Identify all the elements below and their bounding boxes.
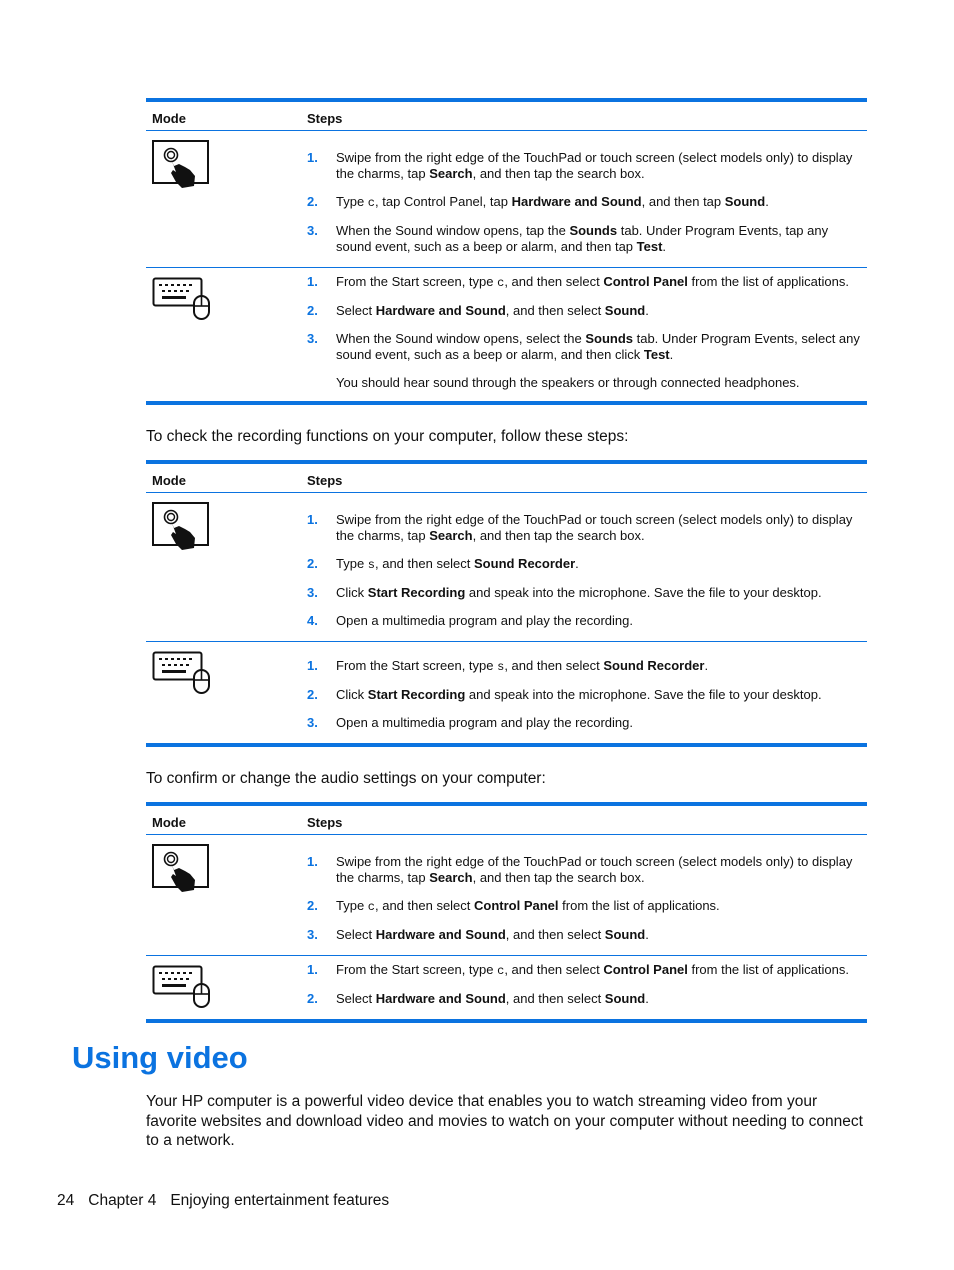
step-number: 3. bbox=[307, 223, 318, 238]
step-number: 2. bbox=[307, 303, 318, 318]
ui-term: Search bbox=[429, 528, 473, 543]
steps-note: You should hear sound through the speakers or through connected headphones. bbox=[336, 375, 800, 390]
header-steps: Steps bbox=[307, 815, 343, 830]
ui-term: Sound bbox=[604, 303, 646, 318]
step-number: 1. bbox=[307, 512, 318, 527]
step-text: , and then select bbox=[505, 991, 605, 1006]
typed-key: c bbox=[497, 276, 505, 290]
step-item bbox=[307, 194, 867, 211]
step-text: , and then tap bbox=[641, 194, 725, 209]
step-text: . bbox=[645, 303, 649, 318]
ui-term: Sound bbox=[604, 927, 646, 942]
step-item bbox=[307, 658, 867, 675]
ui-term: Test bbox=[643, 347, 670, 362]
header-steps: Steps bbox=[307, 473, 343, 488]
ui-term: Control Panel bbox=[474, 898, 559, 913]
step-text: . bbox=[645, 927, 649, 942]
step-text: . bbox=[669, 347, 674, 362]
touch-gesture-icon bbox=[152, 844, 210, 894]
ui-term: Sounds bbox=[569, 223, 618, 238]
ui-term: Hardware and Sound bbox=[375, 927, 506, 942]
step-text: , and then select bbox=[505, 927, 605, 942]
step-number: 1. bbox=[307, 854, 318, 869]
sound-test-table bbox=[146, 98, 867, 405]
step-text: . bbox=[645, 991, 649, 1006]
chapter-label: Chapter 4 bbox=[88, 1192, 157, 1209]
header-mode: Mode bbox=[152, 473, 186, 488]
step-text: Open a multimedia program and play the recording. bbox=[336, 613, 633, 628]
step-number: 1. bbox=[307, 150, 318, 165]
chapter-title: Enjoying entertainment features bbox=[170, 1192, 390, 1209]
typed-key: s bbox=[497, 660, 505, 674]
step-text: tab. Under Program Events, tap any sound event, such as a beep or alarm, and then tap bbox=[336, 223, 829, 254]
step-text: , and then tap the search box. bbox=[472, 528, 645, 543]
step-number: 3. bbox=[307, 927, 318, 942]
ui-term: Hardware and Sound bbox=[511, 194, 642, 209]
keyboard-steps bbox=[146, 274, 867, 363]
header-mode: Mode bbox=[152, 815, 186, 830]
page-footer bbox=[57, 1192, 403, 1210]
step-number: 2. bbox=[307, 991, 318, 1006]
step-text: from the list of applications. bbox=[558, 898, 720, 913]
step-text: Type bbox=[336, 898, 368, 913]
step-text: , and then tap the search box. bbox=[472, 870, 645, 885]
step-item bbox=[307, 512, 867, 544]
step-text: , and then select bbox=[505, 303, 605, 318]
step-text: From the Start screen, type bbox=[336, 274, 498, 289]
keyboard-row bbox=[146, 956, 867, 1007]
keyboard-row bbox=[146, 268, 867, 401]
step-text: , and then select bbox=[504, 962, 604, 977]
step-item bbox=[307, 274, 867, 291]
step-text: Select bbox=[336, 991, 376, 1006]
table-header bbox=[146, 464, 867, 493]
step-text: , and then tap the search box. bbox=[472, 166, 645, 181]
step-item bbox=[307, 585, 867, 601]
ui-term: Sound bbox=[724, 194, 766, 209]
step-number: 2. bbox=[307, 556, 318, 571]
typed-key: c bbox=[367, 900, 375, 914]
ui-term: Search bbox=[429, 166, 473, 181]
touch-row bbox=[146, 131, 867, 268]
step-text: Swipe from the right edge of the TouchPad or touch screen (select models only) to display the charms, tap bbox=[336, 854, 853, 885]
table-bottom-rule bbox=[146, 1019, 867, 1023]
step-text: Swipe from the right edge of the TouchPad or touch screen (select models only) to display the charms, tap bbox=[336, 150, 853, 181]
table-bottom-rule bbox=[146, 401, 867, 405]
ui-term: Sound Recorder bbox=[603, 658, 705, 673]
step-text: Select bbox=[336, 927, 376, 942]
step-item bbox=[307, 854, 867, 886]
step-number: 1. bbox=[307, 274, 318, 289]
ui-term: Start Recording bbox=[367, 687, 466, 702]
step-text: and speak into the microphone. Save the file to your desktop. bbox=[465, 585, 822, 600]
ui-term: Search bbox=[429, 870, 473, 885]
step-item bbox=[307, 223, 867, 255]
step-number: 3. bbox=[307, 585, 318, 600]
step-text: Click bbox=[336, 687, 368, 702]
keyboard-mouse-icon bbox=[152, 965, 212, 1009]
keyboard-mouse-icon bbox=[152, 277, 212, 321]
typed-key: c bbox=[367, 196, 375, 210]
step-text: , tap Control Panel, tap bbox=[375, 194, 512, 209]
touch-gesture-icon bbox=[152, 502, 210, 552]
step-text: When the Sound window opens, select the bbox=[336, 331, 586, 346]
step-text: , and then select bbox=[504, 658, 604, 673]
step-item bbox=[307, 991, 867, 1007]
section-heading: Using video bbox=[72, 1040, 248, 1075]
step-text: and speak into the microphone. Save the file to your desktop. bbox=[465, 687, 822, 702]
touch-steps bbox=[146, 512, 867, 629]
step-text: Click bbox=[336, 585, 368, 600]
step-item bbox=[307, 962, 867, 979]
step-number: 2. bbox=[307, 898, 318, 913]
keyboard-steps bbox=[146, 962, 867, 1007]
ui-term: Start Recording bbox=[367, 585, 466, 600]
step-text: Type bbox=[336, 194, 368, 209]
step-item bbox=[307, 150, 867, 182]
step-number: 1. bbox=[307, 658, 318, 673]
header-mode: Mode bbox=[152, 111, 186, 126]
step-text: When the Sound window opens, tap the bbox=[336, 223, 570, 238]
page-number: 24 bbox=[57, 1192, 75, 1209]
step-text: tab. Under Program Events, select any sound event, such as a beep or alarm, and then click bbox=[336, 331, 860, 362]
step-text: , and then select bbox=[504, 274, 604, 289]
step-number: 2. bbox=[307, 194, 318, 209]
audio-settings-table bbox=[146, 802, 867, 1023]
step-item bbox=[307, 687, 867, 703]
recording-table bbox=[146, 460, 867, 747]
section-body: Your HP computer is a powerful video device that enables you to watch streaming video from your favorite websites and download video and movies to watch on your computer without needing to connect to a network. bbox=[146, 1093, 863, 1150]
keyboard-row bbox=[146, 642, 867, 731]
typed-key: s bbox=[367, 558, 375, 572]
step-number: 2. bbox=[307, 687, 318, 702]
ui-term: Sound bbox=[604, 991, 646, 1006]
step-text: . bbox=[765, 194, 769, 209]
header-steps: Steps bbox=[307, 111, 343, 126]
ui-term: Sounds bbox=[585, 331, 633, 346]
table-header bbox=[146, 102, 867, 131]
audio-settings-intro: To confirm or change the audio settings on your computer: bbox=[146, 770, 546, 787]
ui-term: Control Panel bbox=[603, 274, 688, 289]
ui-term: Control Panel bbox=[603, 962, 688, 977]
step-item bbox=[307, 927, 867, 943]
touch-row bbox=[146, 493, 867, 642]
table-header bbox=[146, 806, 867, 835]
step-text: From the Start screen, type bbox=[336, 962, 498, 977]
step-number: 4. bbox=[307, 613, 318, 628]
table-bottom-rule bbox=[146, 743, 867, 747]
typed-key: c bbox=[497, 964, 505, 978]
touch-row bbox=[146, 835, 867, 956]
step-text: . bbox=[575, 556, 579, 571]
step-text: . bbox=[662, 239, 667, 254]
step-text: Type bbox=[336, 556, 368, 571]
step-text: from the list of applications. bbox=[687, 274, 849, 289]
step-text: Open a multimedia program and play the recording. bbox=[336, 715, 633, 730]
step-text: , and then select bbox=[375, 556, 475, 571]
keyboard-steps bbox=[146, 658, 867, 731]
ui-term: Hardware and Sound bbox=[375, 991, 506, 1006]
step-item bbox=[307, 331, 867, 363]
touch-steps bbox=[146, 150, 867, 255]
step-text: Select bbox=[336, 303, 376, 318]
step-item bbox=[307, 715, 867, 731]
ui-term: Sound Recorder bbox=[474, 556, 576, 571]
touch-steps bbox=[146, 854, 867, 943]
touch-gesture-icon bbox=[152, 140, 210, 190]
step-item bbox=[307, 613, 867, 629]
recording-intro: To check the recording functions on your computer, follow these steps: bbox=[146, 428, 629, 445]
ui-term: Test bbox=[636, 239, 663, 254]
ui-term: Hardware and Sound bbox=[375, 303, 506, 318]
step-text: , and then select bbox=[375, 898, 475, 913]
step-text: . bbox=[704, 658, 709, 673]
step-item bbox=[307, 898, 867, 915]
keyboard-mouse-icon bbox=[152, 651, 212, 695]
step-number: 3. bbox=[307, 715, 318, 730]
step-text: from the list of applications. bbox=[687, 962, 849, 977]
step-number: 3. bbox=[307, 331, 318, 346]
step-number: 1. bbox=[307, 962, 318, 977]
step-text: Swipe from the right edge of the TouchPad or touch screen (select models only) to display the charms, tap bbox=[336, 512, 853, 543]
step-text: From the Start screen, type bbox=[336, 658, 498, 673]
step-item bbox=[307, 303, 867, 319]
step-item bbox=[307, 556, 867, 573]
